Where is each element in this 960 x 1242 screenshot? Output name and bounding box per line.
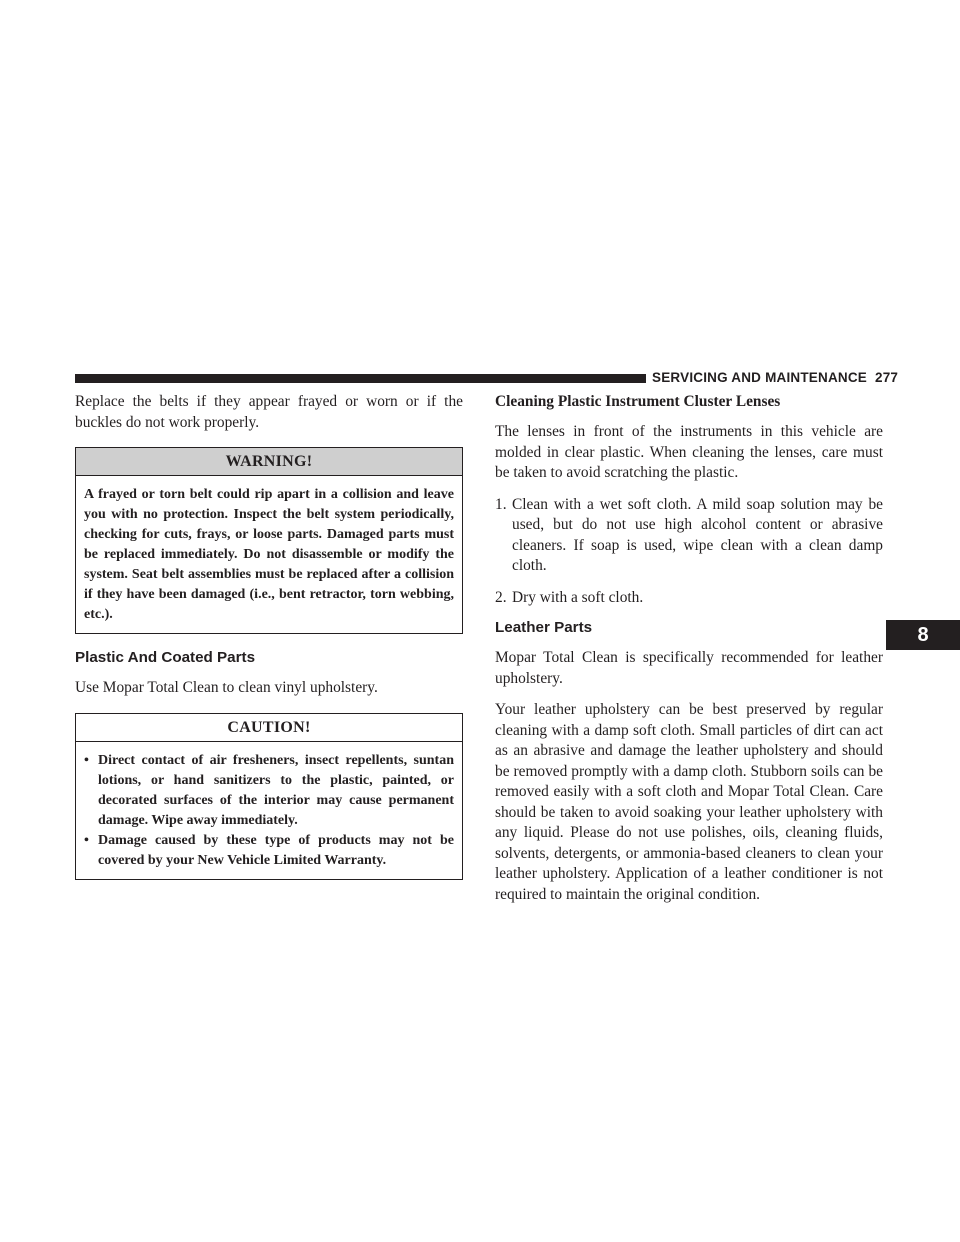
leather-parts-heading: Leather Parts: [495, 619, 593, 636]
caution-bullet-text: Direct contact of air fresheners, insect repellents, suntan lotions, or hand sanitizers to the plastic, painted, or decorated surfaces of the interior may cause permanent damage. Wipe away immediately.: [98, 752, 454, 828]
plastic-parts-paragraph: Use Mopar Total Clean to clean vinyl upholstery.: [75, 679, 378, 696]
caution-title: CAUTION!: [76, 714, 462, 742]
list-text: Clean with a wet soft cloth. A mild soap solution may be used, but do not use high alcohol content or abrasive cleaners. If soap is used, wipe clean with a clean damp cloth.: [512, 495, 883, 574]
bullet-icon: •: [84, 752, 89, 768]
leather-paragraph-1: Mopar Total Clean is specifically recommended for leather upholstery.: [495, 649, 883, 687]
caution-body: [76, 742, 462, 879]
belt-intro-paragraph: Replace the belts if they appear frayed or worn or if the buckles do not work properly.: [75, 393, 463, 431]
list-item: [495, 588, 883, 609]
chapter-tab: 8: [886, 620, 960, 650]
plastic-parts-heading: Plastic And Coated Parts: [75, 649, 256, 666]
right-column: [495, 392, 883, 916]
warning-text: A frayed or torn belt could rip apart in a collision and leave you with no protection. Inspect the belt system periodically, checking for cuts, frays, or loose parts. Damaged parts must be replaced immediately. Do not disassemble or modify the system. Seat belt assemblies must be replaced after a collision if they have been damaged (i.e., bent retractor, torn webbing, etc.).: [84, 487, 454, 622]
running-header: [652, 370, 898, 385]
section-title: SERVICING AND MAINTENANCE: [652, 370, 868, 385]
caution-bullet: [84, 751, 454, 831]
leather-paragraph-2: Your leather upholstery can be best preserved by regular cleaning with a damp soft cloth. Small particles of dirt can act as an abrasive and damage the leather upholstery and should be removed promptly with a damp cloth. Stubborn soils can be removed easily with a soft cloth and Mopar Total Clean. Care should be taken to avoid soaking your leather upholstery with any liquid. Please do not use polishes, oils, cleaning fluids, solvents, detergents, or ammonia-based cleaners to clean your leather upholstery. Application of a leather conditioner is not required to maintain the original condition.: [495, 701, 883, 903]
list-text: Dry with a soft cloth.: [512, 588, 644, 606]
warning-box: [75, 447, 463, 634]
page-number: 277: [875, 370, 899, 385]
caution-box: [75, 713, 463, 880]
list-number: 1.: [495, 495, 507, 513]
header-rule: [75, 374, 646, 383]
lens-cleaning-heading: Cleaning Plastic Instrument Cluster Lenses: [495, 393, 781, 410]
bullet-icon: •: [84, 832, 89, 848]
list-item: [495, 495, 883, 577]
left-column: [75, 392, 463, 894]
caution-bullet: [84, 831, 454, 871]
list-number: 2.: [495, 588, 507, 606]
caution-bullet-text: Damage caused by these type of products may not be covered by your New Vehicle Limited Warranty.: [98, 832, 454, 868]
warning-title: WARNING!: [76, 448, 462, 476]
lens-cleaning-paragraph: The lenses in front of the instruments in this vehicle are molded in clear plastic. When cleaning the lenses, care must be taken to avoid scratching the plastic.: [495, 423, 883, 481]
